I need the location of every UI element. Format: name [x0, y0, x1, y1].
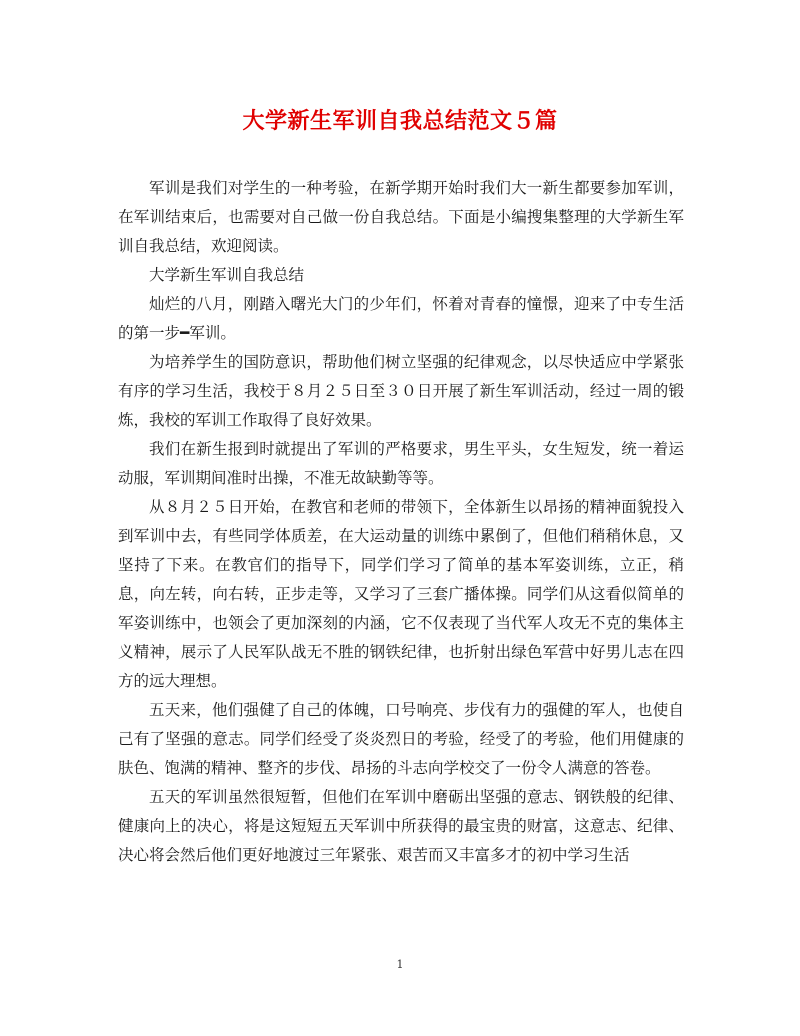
paragraph-five-days: 五天来，他们强健了自己的体魄，口号响亮、步伐有力的强健的军人，也使自己有了坚强的意志。同学们经受了炎炎烈日的考验，经受了的考验，他们用健康的肤色、饱满的精神、整齐的步伐、昂扬的斗志向学校交了一份令人满意的答卷。 [118, 701, 684, 777]
document-title: 大学新生军训自我总结范文５篇 [242, 109, 558, 134]
paragraph-conclusion: 五天的军训虽然很短暂，但他们在军训中磨砺出坚强的意志、钢铁般的纪律、健康向上的决心，将是这短短五天军训中所获得的最宝贵的财富，这意志、纪律、决心将会然后他们更好地渡过三年紧张、艰苦而又丰富多才的初中学习生活 [118, 788, 684, 864]
document-body [118, 174, 684, 870]
paragraph-intro: 军训是我们对学生的一种考验，在新学期开始时我们大一新生都要参加军训，在军训结束后，也需要对自己做一份自我总结。下面是小编搜集整理的大学新生军训自我总结，欢迎阅读。 [118, 179, 684, 255]
paragraph-national-defense: 为培养学生的国防意识，帮助他们树立坚强的纪律观念，以尽快适应中学紧张有序的学习生活，我校于８月２５日至３０日开展了新生军训活动，经过一周的锻炼，我校的军训工作取得了良好效果。 [118, 353, 684, 429]
paragraph-requirements: 我们在新生报到时就提出了军训的严格要求，男生平头，女生短发，统一着运动服，军训期间准时出操，不准无故缺勤等等。 [118, 440, 684, 487]
page-number: 1 [396, 958, 404, 971]
paragraph-subheading: 大学新生军训自我总结 [149, 266, 305, 284]
paragraph-august: 灿烂的八月，刚踏入曙光大门的少年们，怀着对青春的憧憬，迎来了中专生活的第一步━军训。 [118, 295, 684, 342]
paragraph-training: 从８月２５日开始，在教官和老师的带领下，全体新生以昂扬的精神面貌投入到军训中去，有些同学体质差，在大运动量的训练中累倒了，但他们稍稍休息，又坚持了下来。在教官们的指导下，同学们学习了简单的基本军姿训练，立正，稍息，向左转，向右转，正步走等，又学习了三套广播体操。同学们从这看似简单的军姿训练中，也领会了更加深刻的内涵，它不仅表现了当代军人攻无不克的集体主义精神，展示了人民军队战无不胜的钢铁纪律，也折射出绿色军营中好男儿志在四方的远大理想。 [118, 498, 684, 690]
